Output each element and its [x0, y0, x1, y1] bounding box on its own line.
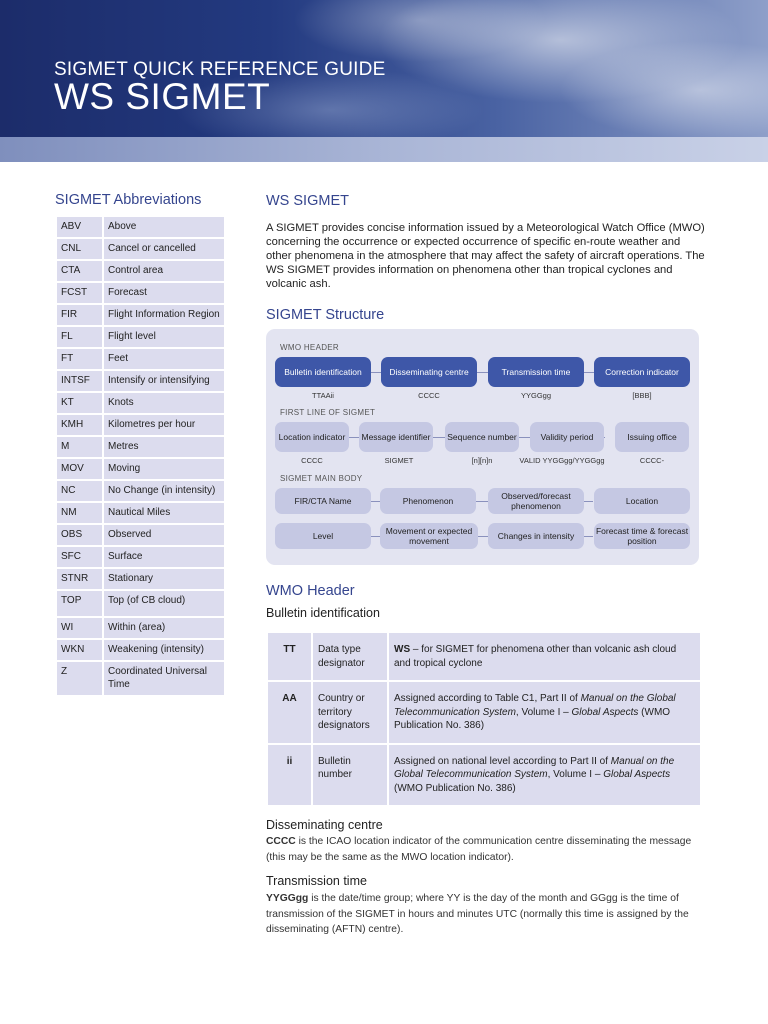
- phenomenon-box: Phenomenon: [380, 488, 476, 514]
- banner-strip: [0, 137, 768, 162]
- header-banner: [0, 0, 768, 162]
- structure-heading: SIGMET Structure: [266, 307, 385, 323]
- table-row: [56, 480, 225, 502]
- field-description-text: Assigned according to Table C1, Part II of: [394, 693, 581, 704]
- message-identifier-box: Message identifier: [359, 422, 433, 452]
- abbr-code: SFC: [56, 546, 103, 568]
- abbr-meaning: Kilometres per hour: [103, 414, 225, 436]
- table-row: [56, 304, 225, 326]
- abbr-meaning: Coordinated Universal Time: [103, 661, 225, 696]
- disseminating-centre-box: Disseminating centre: [381, 357, 477, 387]
- abbr-meaning: Within (area): [103, 617, 225, 639]
- abbr-meaning: Feet: [103, 348, 225, 370]
- table-row: [56, 502, 225, 524]
- message-identifier-value: SIGMET: [384, 456, 414, 465]
- abbr-meaning: Flight Information Region: [103, 304, 225, 326]
- abbr-code: NM: [56, 502, 103, 524]
- wmo-header-label: WMO HEADER: [280, 343, 339, 352]
- abbr-code: WI: [56, 617, 103, 639]
- table-row: [267, 681, 701, 744]
- level-box: Level: [275, 523, 371, 549]
- table-row: [56, 282, 225, 304]
- abbr-code: NC: [56, 480, 103, 502]
- table-row: [56, 370, 225, 392]
- first-line-label: FIRST LINE OF SIGMET: [280, 408, 376, 417]
- abbreviations-heading: SIGMET Abbreviations: [55, 192, 202, 208]
- location-indicator-box: Location indicator: [275, 422, 349, 452]
- field-description-text: – for SIGMET for phenomena other than volcanic ash cloud and tropical cyclone: [394, 644, 677, 669]
- intro-text: A SIGMET provides concise information issued by a Meteorological Watch Office (MWO) concerning the occurrence or expected occurrence of specific en-route weather and other phenomena in the atmosphere that may affect the safety of aircraft operations. The WS SIGMET provides information on phenomena other than tropical cyclones and volcanic ash.: [266, 222, 705, 290]
- field-description-text: , Volume I –: [547, 769, 604, 780]
- sequence-number-box: Sequence number: [445, 422, 519, 452]
- location-indicator-value: CCCC: [301, 456, 323, 465]
- abbr-code: Z: [56, 661, 103, 696]
- page-title: WS SIGMET: [54, 76, 271, 117]
- abbr-code: TOP: [56, 590, 103, 617]
- field-description-text: (WMO Publication No. 386): [394, 782, 516, 794]
- transmission-time-description: is the date/time group; where YY is the day of the month and GGgg is the time of transmission of the SIGMET in hours and minutes UTC (normally this time is assigned by the disseminating (AFTN) centre).: [266, 893, 689, 935]
- abbr-meaning: Metres: [103, 436, 225, 458]
- field-name: Country or territory designators: [312, 681, 388, 744]
- sequence-number-value: [n][n]n: [471, 456, 493, 465]
- abbr-meaning: Intensify or intensifying: [103, 370, 225, 392]
- intro-heading: WS SIGMET: [266, 193, 349, 209]
- location-box: Location: [594, 488, 690, 514]
- abbr-code: KMH: [56, 414, 103, 436]
- field-description: [388, 744, 701, 807]
- disseminating-centre-heading: Disseminating centre: [266, 818, 383, 832]
- abbr-meaning: No Change (in intensity): [103, 480, 225, 502]
- table-row: [56, 546, 225, 568]
- field-key: ii: [267, 744, 312, 807]
- observed-forecast-box: Observed/forecast phenomenon: [488, 488, 584, 514]
- publication-volume: Global Aspects: [571, 706, 639, 718]
- field-name: Bulletin number: [312, 744, 388, 807]
- table-row: [56, 458, 225, 480]
- table-row: [56, 436, 225, 458]
- changes-in-intensity-box: Changes in intensity: [488, 523, 584, 549]
- table-row: [56, 392, 225, 414]
- table-row: [56, 216, 225, 238]
- field-description-text: (WMO Publication No. 386): [394, 706, 671, 731]
- field-description: [388, 681, 701, 744]
- abbr-code: M: [56, 436, 103, 458]
- bulletin-identification-box: Bulletin identification: [275, 357, 371, 387]
- transmission-time-value: YYGGgg: [520, 391, 551, 400]
- correction-indicator-value: [BBB]: [632, 391, 652, 400]
- table-row: [56, 568, 225, 590]
- field-name: Data type designator: [312, 632, 388, 681]
- abbr-code: CTA: [56, 260, 103, 282]
- publication-title: Manual on the Global Telecommunication System: [394, 755, 675, 780]
- transmission-time-code: YYGGgg: [266, 893, 309, 904]
- transmission-time-box: Transmission time: [488, 357, 584, 387]
- abbr-code: KT: [56, 392, 103, 414]
- abbr-code: OBS: [56, 524, 103, 546]
- table-row: [56, 326, 225, 348]
- abbr-code: ABV: [56, 216, 103, 238]
- abbr-meaning: Moving: [103, 458, 225, 480]
- bulletin-identification-subheading: Bulletin identification: [266, 606, 380, 620]
- sigmet-structure-diagram: [266, 329, 699, 565]
- fir-cta-name-box: FIR/CTA Name: [275, 488, 371, 514]
- table-row: [56, 524, 225, 546]
- validity-period-box: Validity period: [530, 422, 604, 452]
- abbr-meaning: Top (of CB cloud): [103, 590, 225, 617]
- abbr-meaning: Weakening (intensity): [103, 639, 225, 661]
- disseminating-centre-value: CCCC: [418, 391, 440, 400]
- table-row: [56, 639, 225, 661]
- table-row: [56, 348, 225, 370]
- abbr-meaning: Stationary: [103, 568, 225, 590]
- disseminating-centre-description: is the ICAO location indicator of the communication centre disseminating the message (this may be the same as the MWO location indicator).: [266, 836, 692, 863]
- table-row: [56, 661, 225, 696]
- field-key: AA: [267, 681, 312, 744]
- field-key: TT: [267, 632, 312, 681]
- correction-indicator-box: Correction indicator: [594, 357, 690, 387]
- table-row: [56, 260, 225, 282]
- field-keyword: WS: [394, 644, 411, 655]
- abbr-meaning: Observed: [103, 524, 225, 546]
- publication-title: Manual on the Global Telecommunication System: [394, 693, 676, 718]
- table-row: [56, 414, 225, 436]
- main-body-label: SIGMET MAIN BODY: [280, 474, 363, 483]
- table-row: [267, 744, 701, 807]
- bulletin-identification-value: TTAAii: [312, 391, 334, 400]
- abbr-code: CNL: [56, 238, 103, 260]
- publication-volume: Global Aspects: [603, 769, 671, 780]
- abbr-code: FCST: [56, 282, 103, 304]
- table-row: [56, 590, 225, 617]
- field-description-text: Assigned on national level according to Part II of: [394, 755, 611, 767]
- wmo-header-heading: WMO Header: [266, 583, 355, 599]
- abbr-meaning: Cancel or cancelled: [103, 238, 225, 260]
- abbr-code: FT: [56, 348, 103, 370]
- abbr-code: WKN: [56, 639, 103, 661]
- field-description-text: , Volume I –: [515, 706, 572, 718]
- abbr-meaning: Nautical Miles: [103, 502, 225, 524]
- bulletin-identification-table: [266, 631, 702, 807]
- abbr-code: MOV: [56, 458, 103, 480]
- field-description: [388, 632, 701, 681]
- issuing-office-box: Issuing office: [615, 422, 689, 452]
- forecast-time-box: Forecast time & forecast position: [594, 523, 690, 549]
- abbr-meaning: Surface: [103, 546, 225, 568]
- abbr-meaning: Knots: [103, 392, 225, 414]
- abbr-meaning: Forecast: [103, 282, 225, 304]
- abbr-code: INTSF: [56, 370, 103, 392]
- table-row: [56, 617, 225, 639]
- abbr-meaning: Control area: [103, 260, 225, 282]
- validity-period-value: VALID YYGGgg/YYGGgg: [519, 456, 605, 465]
- disseminating-centre-text: [266, 834, 704, 865]
- table-row: [56, 238, 225, 260]
- abbr-meaning: Flight level: [103, 326, 225, 348]
- transmission-time-text: [266, 891, 704, 938]
- abbreviations-table: [55, 215, 226, 697]
- table-row: [267, 632, 701, 681]
- disseminating-centre-code: CCCC: [266, 836, 296, 847]
- abbr-code: FIR: [56, 304, 103, 326]
- transmission-time-heading: Transmission time: [266, 874, 367, 888]
- movement-box: Movement or expected movement: [380, 523, 478, 549]
- abbr-meaning: Above: [103, 216, 225, 238]
- abbr-code: FL: [56, 326, 103, 348]
- abbr-code: STNR: [56, 568, 103, 590]
- banner-subtitle: SIGMET QUICK REFERENCE GUIDE: [54, 59, 386, 80]
- issuing-office-value: CCCC-: [639, 456, 665, 465]
